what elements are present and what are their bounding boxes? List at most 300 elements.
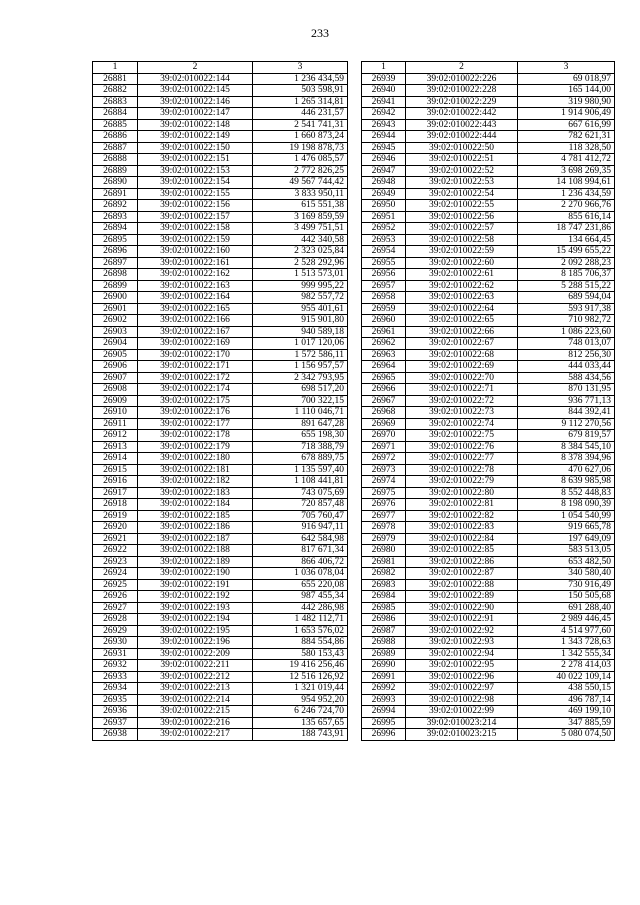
value-cell: 1 513 573,01 [253, 269, 348, 281]
cadastral-number-cell: 39:02:010022:214 [138, 694, 253, 706]
cadastral-number-cell: 39:02:010022:167 [138, 326, 253, 338]
row-number-cell: 26981 [362, 556, 406, 568]
column-header: 1 [93, 62, 138, 74]
value-cell: 855 616,14 [518, 211, 615, 223]
row-number-cell: 26989 [362, 648, 406, 660]
table-row [362, 418, 615, 430]
value-cell: 642 584,98 [253, 533, 348, 545]
cadastral-number-cell: 39:02:010022:50 [406, 142, 518, 154]
cadastral-number-cell: 39:02:010022:217 [138, 729, 253, 741]
table-row [93, 154, 348, 166]
table-row [362, 568, 615, 580]
cadastral-number-cell: 39:02:010022:57 [406, 223, 518, 235]
cadastral-number-cell: 39:02:010022:155 [138, 188, 253, 200]
table-row [93, 430, 348, 442]
table-row [93, 96, 348, 108]
value-cell: 1 476 085,57 [253, 154, 348, 166]
cadastral-number-cell: 39:02:010022:165 [138, 303, 253, 315]
value-cell: 2 278 414,03 [518, 660, 615, 672]
value-cell: 1 660 873,24 [253, 131, 348, 143]
cadastral-number-cell: 39:02:010022:164 [138, 292, 253, 304]
cadastral-number-cell: 39:02:010022:59 [406, 246, 518, 258]
row-number-cell: 26914 [93, 453, 138, 465]
value-cell: 9 112 270,56 [518, 418, 615, 430]
row-number-cell: 26950 [362, 200, 406, 212]
table-row [93, 614, 348, 626]
cadastral-number-cell: 39:02:010022:87 [406, 568, 518, 580]
row-number-cell: 26893 [93, 211, 138, 223]
table-row [93, 568, 348, 580]
value-cell: 8 198 090,39 [518, 499, 615, 511]
value-cell: 8 639 985,98 [518, 476, 615, 488]
row-number-cell: 26958 [362, 292, 406, 304]
cadastral-number-cell: 39:02:010022:76 [406, 441, 518, 453]
cadastral-number-cell: 39:02:010022:89 [406, 591, 518, 603]
table-row [362, 671, 615, 683]
row-number-cell: 26912 [93, 430, 138, 442]
table-row [362, 108, 615, 120]
row-number-cell: 26994 [362, 706, 406, 718]
table-row [362, 303, 615, 315]
table-row [362, 430, 615, 442]
cadastral-number-cell: 39:02:010022:196 [138, 637, 253, 649]
cadastral-number-cell: 39:02:010022:77 [406, 453, 518, 465]
table-row [362, 407, 615, 419]
row-number-cell: 26935 [93, 694, 138, 706]
table-row [93, 579, 348, 591]
row-number-cell: 26910 [93, 407, 138, 419]
cadastral-number-cell: 39:02:010022:53 [406, 177, 518, 189]
row-number-cell: 26956 [362, 269, 406, 281]
cadastral-number-cell: 39:02:010022:229 [406, 96, 518, 108]
table-row [362, 602, 615, 614]
value-cell: 188 743,91 [253, 729, 348, 741]
table-row [93, 338, 348, 350]
value-cell: 165 144,00 [518, 85, 615, 97]
row-number-cell: 26983 [362, 579, 406, 591]
row-number-cell: 26932 [93, 660, 138, 672]
cadastral-number-cell: 39:02:010022:175 [138, 395, 253, 407]
row-number-cell: 26936 [93, 706, 138, 718]
cadastral-number-cell: 39:02:010022:72 [406, 395, 518, 407]
row-number-cell: 26949 [362, 188, 406, 200]
table-row [93, 269, 348, 281]
table-row [362, 637, 615, 649]
cadastral-number-cell: 39:02:010022:211 [138, 660, 253, 672]
row-number-cell: 26902 [93, 315, 138, 327]
value-cell: 588 434,56 [518, 372, 615, 384]
value-cell: 2 528 292,96 [253, 257, 348, 269]
value-cell: 150 505,68 [518, 591, 615, 603]
cadastral-number-cell: 39:02:010022:68 [406, 349, 518, 361]
row-number-cell: 26992 [362, 683, 406, 695]
row-number-cell: 26924 [93, 568, 138, 580]
table-row [93, 487, 348, 499]
row-number-cell: 26884 [93, 108, 138, 120]
value-cell: 1 156 957,57 [253, 361, 348, 373]
value-cell: 4 514 977,60 [518, 625, 615, 637]
cadastral-number-cell: 39:02:010022:186 [138, 522, 253, 534]
table-row [362, 269, 615, 281]
row-number-cell: 26891 [93, 188, 138, 200]
cadastral-number-cell: 39:02:010022:74 [406, 418, 518, 430]
table-row [362, 384, 615, 396]
cadastral-number-cell: 39:02:010022:178 [138, 430, 253, 442]
row-number-cell: 26933 [93, 671, 138, 683]
table-row [362, 119, 615, 131]
table-row [362, 522, 615, 534]
cadastral-number-cell: 39:02:010022:60 [406, 257, 518, 269]
table-row [362, 326, 615, 338]
cadastral-number-cell: 39:02:010022:83 [406, 522, 518, 534]
row-number-cell: 26916 [93, 476, 138, 488]
cadastral-number-cell: 39:02:010022:69 [406, 361, 518, 373]
value-cell: 2 772 826,25 [253, 165, 348, 177]
table-row [93, 85, 348, 97]
value-cell: 916 947,11 [253, 522, 348, 534]
cadastral-number-cell: 39:02:010022:170 [138, 349, 253, 361]
cadastral-number-cell: 39:02:010022:177 [138, 418, 253, 430]
cadastral-number-cell: 39:02:010022:147 [138, 108, 253, 120]
table-row [93, 464, 348, 476]
value-cell: 720 857,48 [253, 499, 348, 511]
row-number-cell: 26904 [93, 338, 138, 350]
value-cell: 982 557,72 [253, 292, 348, 304]
value-cell: 580 153,43 [253, 648, 348, 660]
table-row [362, 234, 615, 246]
table-row [362, 579, 615, 591]
row-number-cell: 26968 [362, 407, 406, 419]
cadastral-number-cell: 39:02:010022:193 [138, 602, 253, 614]
table-row [93, 372, 348, 384]
table-row [362, 200, 615, 212]
cadastral-number-cell: 39:02:010022:182 [138, 476, 253, 488]
row-number-cell: 26888 [93, 154, 138, 166]
value-cell: 470 627,06 [518, 464, 615, 476]
cadastral-number-cell: 39:02:010022:213 [138, 683, 253, 695]
cadastral-number-cell: 39:02:010022:92 [406, 625, 518, 637]
row-number-cell: 26905 [93, 349, 138, 361]
value-cell: 691 288,40 [518, 602, 615, 614]
table-row [93, 349, 348, 361]
row-number-cell: 26967 [362, 395, 406, 407]
table-row [362, 556, 615, 568]
cadastral-number-cell: 39:02:010022:189 [138, 556, 253, 568]
table-row [362, 648, 615, 660]
row-number-cell: 26930 [93, 637, 138, 649]
row-number-cell: 26926 [93, 591, 138, 603]
column-header: 3 [518, 62, 615, 74]
cadastral-number-cell: 39:02:010022:442 [406, 108, 518, 120]
cadastral-number-cell: 39:02:010022:162 [138, 269, 253, 281]
table-row [362, 545, 615, 557]
table-row [93, 303, 348, 315]
row-number-cell: 26948 [362, 177, 406, 189]
cadastral-number-cell: 39:02:010022:90 [406, 602, 518, 614]
table-row [93, 660, 348, 672]
table-row [93, 717, 348, 729]
cadastral-number-cell: 39:02:010022:169 [138, 338, 253, 350]
value-cell: 340 580,40 [518, 568, 615, 580]
table-row [93, 177, 348, 189]
table-row [362, 85, 615, 97]
table-row [93, 280, 348, 292]
value-cell: 8 378 394,96 [518, 453, 615, 465]
cadastral-number-cell: 39:02:010022:73 [406, 407, 518, 419]
cadastral-number-cell: 39:02:010022:166 [138, 315, 253, 327]
cadastral-number-cell: 39:02:010022:226 [406, 73, 518, 85]
row-number-cell: 26947 [362, 165, 406, 177]
value-cell: 730 916,49 [518, 579, 615, 591]
value-cell: 40 022 109,14 [518, 671, 615, 683]
value-cell: 438 550,15 [518, 683, 615, 695]
registry-table-left [92, 61, 348, 741]
row-number-cell: 26883 [93, 96, 138, 108]
value-cell: 705 760,47 [253, 510, 348, 522]
value-cell: 1 108 441,81 [253, 476, 348, 488]
value-cell: 8 384 545,10 [518, 441, 615, 453]
row-number-cell: 26961 [362, 326, 406, 338]
row-number-cell: 26918 [93, 499, 138, 511]
row-number-cell: 26965 [362, 372, 406, 384]
row-number-cell: 26913 [93, 441, 138, 453]
value-cell: 1 236 434,59 [253, 73, 348, 85]
table-row [93, 453, 348, 465]
table-row [93, 200, 348, 212]
column-header: 2 [406, 62, 518, 74]
cadastral-number-cell: 39:02:010022:54 [406, 188, 518, 200]
cadastral-number-cell: 39:02:010022:80 [406, 487, 518, 499]
column-header: 1 [362, 62, 406, 74]
row-number-cell: 26978 [362, 522, 406, 534]
cadastral-number-cell: 39:02:010022:212 [138, 671, 253, 683]
column-header: 3 [253, 62, 348, 74]
value-cell: 844 392,41 [518, 407, 615, 419]
value-cell: 667 616,99 [518, 119, 615, 131]
row-number-cell: 26941 [362, 96, 406, 108]
table-row [362, 338, 615, 350]
row-number-cell: 26993 [362, 694, 406, 706]
cadastral-number-cell: 39:02:010022:67 [406, 338, 518, 350]
table-row [362, 142, 615, 154]
row-number-cell: 26977 [362, 510, 406, 522]
column-header: 2 [138, 62, 253, 74]
value-cell: 3 698 269,35 [518, 165, 615, 177]
row-number-cell: 26995 [362, 717, 406, 729]
value-cell: 347 885,59 [518, 717, 615, 729]
row-number-cell: 26882 [93, 85, 138, 97]
value-cell: 870 131,95 [518, 384, 615, 396]
value-cell: 6 246 724,70 [253, 706, 348, 718]
value-cell: 469 199,10 [518, 706, 615, 718]
row-number-cell: 26923 [93, 556, 138, 568]
value-cell: 135 657,65 [253, 717, 348, 729]
row-number-cell: 26963 [362, 349, 406, 361]
row-number-cell: 26962 [362, 338, 406, 350]
table-row [362, 464, 615, 476]
table-row [362, 154, 615, 166]
table-row [93, 545, 348, 557]
cadastral-number-cell: 39:02:010022:190 [138, 568, 253, 580]
header-row [93, 62, 348, 74]
value-cell: 689 594,04 [518, 292, 615, 304]
value-cell: 710 982,72 [518, 315, 615, 327]
table-row [362, 315, 615, 327]
value-cell: 1 017 120,06 [253, 338, 348, 350]
table-row [362, 499, 615, 511]
value-cell: 1 482 112,71 [253, 614, 348, 626]
row-number-cell: 26901 [93, 303, 138, 315]
value-cell: 679 819,57 [518, 430, 615, 442]
value-cell: 3 833 950,11 [253, 188, 348, 200]
cadastral-number-cell: 39:02:010022:185 [138, 510, 253, 522]
row-number-cell: 26953 [362, 234, 406, 246]
row-number-cell: 26987 [362, 625, 406, 637]
table-row [362, 453, 615, 465]
row-number-cell: 26952 [362, 223, 406, 235]
value-cell: 954 952,20 [253, 694, 348, 706]
value-cell: 1 342 555,34 [518, 648, 615, 660]
table-row [362, 177, 615, 189]
row-number-cell: 26943 [362, 119, 406, 131]
table-row [93, 108, 348, 120]
cadastral-number-cell: 39:02:010022:180 [138, 453, 253, 465]
cadastral-number-cell: 39:02:010022:85 [406, 545, 518, 557]
cadastral-number-cell: 39:02:010022:181 [138, 464, 253, 476]
table-row [362, 223, 615, 235]
value-cell: 653 482,50 [518, 556, 615, 568]
table-row [93, 361, 348, 373]
value-cell: 884 554,86 [253, 637, 348, 649]
table-row [93, 257, 348, 269]
value-cell: 49 567 744,42 [253, 177, 348, 189]
value-cell: 197 649,09 [518, 533, 615, 545]
table-row [93, 694, 348, 706]
table-row [93, 625, 348, 637]
value-cell: 5 288 515,22 [518, 280, 615, 292]
cadastral-number-cell: 39:02:010022:195 [138, 625, 253, 637]
table-row [93, 119, 348, 131]
row-number-cell: 26885 [93, 119, 138, 131]
table-row [362, 591, 615, 603]
value-cell: 2 270 966,76 [518, 200, 615, 212]
row-number-cell: 26881 [93, 73, 138, 85]
value-cell: 19 198 878,73 [253, 142, 348, 154]
cadastral-number-cell: 39:02:010022:161 [138, 257, 253, 269]
row-number-cell: 26976 [362, 499, 406, 511]
table-row [93, 407, 348, 419]
row-number-cell: 26921 [93, 533, 138, 545]
cadastral-number-cell: 39:02:010022:215 [138, 706, 253, 718]
cadastral-number-cell: 39:02:010022:84 [406, 533, 518, 545]
value-cell: 1 343 728,63 [518, 637, 615, 649]
value-cell: 1 135 597,40 [253, 464, 348, 476]
row-number-cell: 26955 [362, 257, 406, 269]
row-number-cell: 26996 [362, 729, 406, 741]
table-row [362, 349, 615, 361]
table-row [93, 384, 348, 396]
table-row [362, 280, 615, 292]
row-number-cell: 26971 [362, 441, 406, 453]
value-cell: 915 901,80 [253, 315, 348, 327]
table-row [93, 165, 348, 177]
value-cell: 700 322,15 [253, 395, 348, 407]
value-cell: 615 551,38 [253, 200, 348, 212]
row-number-cell: 26925 [93, 579, 138, 591]
cadastral-number-cell: 39:02:010022:97 [406, 683, 518, 695]
row-number-cell: 26974 [362, 476, 406, 488]
cadastral-number-cell: 39:02:010022:79 [406, 476, 518, 488]
row-number-cell: 26954 [362, 246, 406, 258]
table-row [362, 729, 615, 741]
value-cell: 678 889,75 [253, 453, 348, 465]
cadastral-number-cell: 39:02:010022:209 [138, 648, 253, 660]
table-row [93, 292, 348, 304]
table-row [362, 211, 615, 223]
value-cell: 444 033,44 [518, 361, 615, 373]
value-cell: 14 108 994,61 [518, 177, 615, 189]
row-number-cell: 26946 [362, 154, 406, 166]
row-number-cell: 26937 [93, 717, 138, 729]
value-cell: 1 914 906,49 [518, 108, 615, 120]
cadastral-number-cell: 39:02:010022:56 [406, 211, 518, 223]
value-cell: 18 747 231,86 [518, 223, 615, 235]
row-number-cell: 26979 [362, 533, 406, 545]
table-row [93, 648, 348, 660]
row-number-cell: 26907 [93, 372, 138, 384]
table-row [362, 625, 615, 637]
row-number-cell: 26982 [362, 568, 406, 580]
value-cell: 593 917,38 [518, 303, 615, 315]
row-number-cell: 26886 [93, 131, 138, 143]
table-row [93, 510, 348, 522]
cadastral-number-cell: 39:02:010022:160 [138, 246, 253, 258]
table-row [93, 395, 348, 407]
cadastral-number-cell: 39:02:010022:81 [406, 499, 518, 511]
value-cell: 1 036 078,04 [253, 568, 348, 580]
cadastral-number-cell: 39:02:010022:91 [406, 614, 518, 626]
row-number-cell: 26964 [362, 361, 406, 373]
row-number-cell: 26915 [93, 464, 138, 476]
value-cell: 812 256,30 [518, 349, 615, 361]
cadastral-number-cell: 39:02:010022:194 [138, 614, 253, 626]
row-number-cell: 26920 [93, 522, 138, 534]
row-number-cell: 26972 [362, 453, 406, 465]
row-number-cell: 26929 [93, 625, 138, 637]
value-cell: 5 080 074,50 [518, 729, 615, 741]
cadastral-number-cell: 39:02:010022:187 [138, 533, 253, 545]
row-number-cell: 26944 [362, 131, 406, 143]
value-cell: 955 401,61 [253, 303, 348, 315]
row-number-cell: 26942 [362, 108, 406, 120]
table-row [93, 246, 348, 258]
value-cell: 319 980,90 [518, 96, 615, 108]
table-row [93, 326, 348, 338]
cadastral-number-cell: 39:02:010022:163 [138, 280, 253, 292]
row-number-cell: 26984 [362, 591, 406, 603]
row-number-cell: 26900 [93, 292, 138, 304]
value-cell: 118 328,50 [518, 142, 615, 154]
row-number-cell: 26957 [362, 280, 406, 292]
table-row [93, 671, 348, 683]
cadastral-number-cell: 39:02:010022:153 [138, 165, 253, 177]
cadastral-number-cell: 39:02:010022:149 [138, 131, 253, 143]
table-row [93, 223, 348, 235]
value-cell: 69 018,97 [518, 73, 615, 85]
row-number-cell: 26969 [362, 418, 406, 430]
table-row [93, 476, 348, 488]
cadastral-number-cell: 39:02:010022:65 [406, 315, 518, 327]
